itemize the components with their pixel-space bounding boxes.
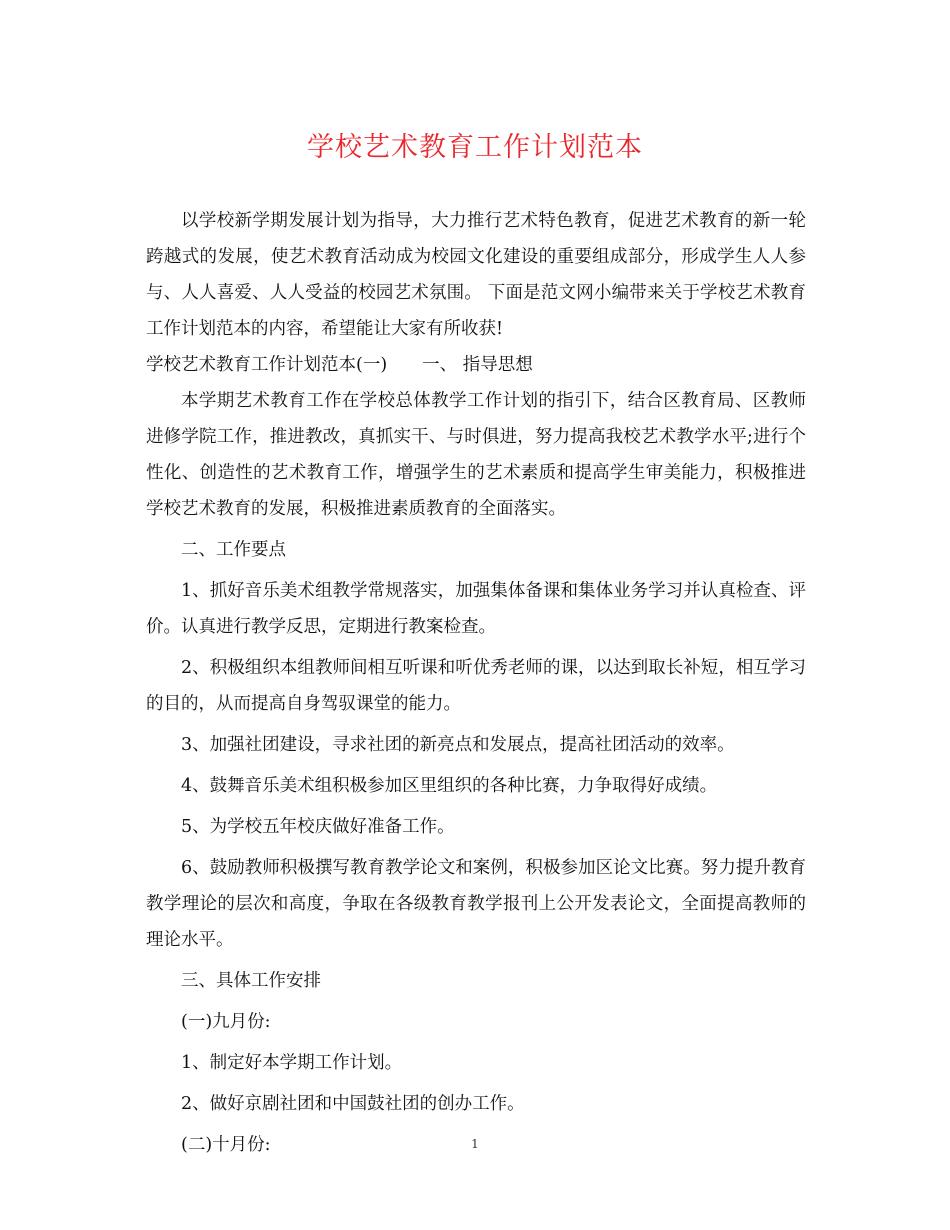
guiding-thought-paragraph: 本学期艺术教育工作在学校总体教学工作计划的指引下，结合区教育局、区教师进修学院工作，推进教改，真抓实干、与时俱进，努力提高我校艺术教学水平;进行个性化、创造性的艺术教育工作，增强学生的艺术素质和提高学生审美能力，积极推进学校艺术教育的发展，积极推进素质教育的全面落实。 xyxy=(146,391,806,519)
work-point-1: 1、抓好音乐美术组教学常规落实，加强集体备课和集体业务学习并认真检查、评价。认真进行教学反思，定期进行教案检查。 xyxy=(146,581,806,637)
page-number: 1 xyxy=(471,1137,479,1151)
month-heading-october: (二)十月份: xyxy=(181,1135,271,1155)
september-item-1: 1、制定好本学期工作计划。 xyxy=(181,1053,403,1073)
work-point-3: 3、加强社团建设，寻求社团的新亮点和发展点，提高社团活动的效率。 xyxy=(181,735,735,755)
september-item-2: 2、做好京剧社团和中国鼓社团的创办工作。 xyxy=(181,1094,525,1114)
work-point-4: 4、鼓舞音乐美术组积极参加区里组织的各种比赛，力争取得好成绩。 xyxy=(181,776,718,796)
section-heading-arrangements: 三、具体工作安排 xyxy=(181,971,321,991)
work-point-2: 2、积极组织本组教师间相互听课和听优秀老师的课，以达到取长补短，相互学习的目的，从而提高自身驾驭课堂的能力。 xyxy=(146,658,806,714)
section-heading-guiding-thought: 学校艺术教育工作计划范本(一) 一、 指导思想 xyxy=(146,355,533,375)
document-title: 学校艺术教育工作计划范本 xyxy=(307,132,643,163)
work-point-5: 5、为学校五年校庆做好准备工作。 xyxy=(181,817,455,837)
work-point-6: 6、鼓励教师积极撰写教育教学论文和案例，积极参加区论文比赛。努力提升教育教学理论的层次和高度，争取在各级教育教学报刊上公开发表论文，全面提高教师的理论水平。 xyxy=(146,858,806,950)
document-body xyxy=(146,203,806,1168)
section-heading-work-points: 二、工作要点 xyxy=(181,540,286,560)
intro-paragraph: 以学校新学期发展计划为指导，大力推行艺术特色教育，促进艺术教育的新一轮跨越式的发展，使艺术教育活动成为校园文化建设的重要组成部分，形成学生人人参与、人人喜爱、人人受益的校园艺术氛围。 下面是范文网小编带来关于学校艺术教育工作计划范本的内容，希望能让大家有所收获! xyxy=(146,211,806,339)
month-heading-september: (一)九月份: xyxy=(181,1012,271,1032)
